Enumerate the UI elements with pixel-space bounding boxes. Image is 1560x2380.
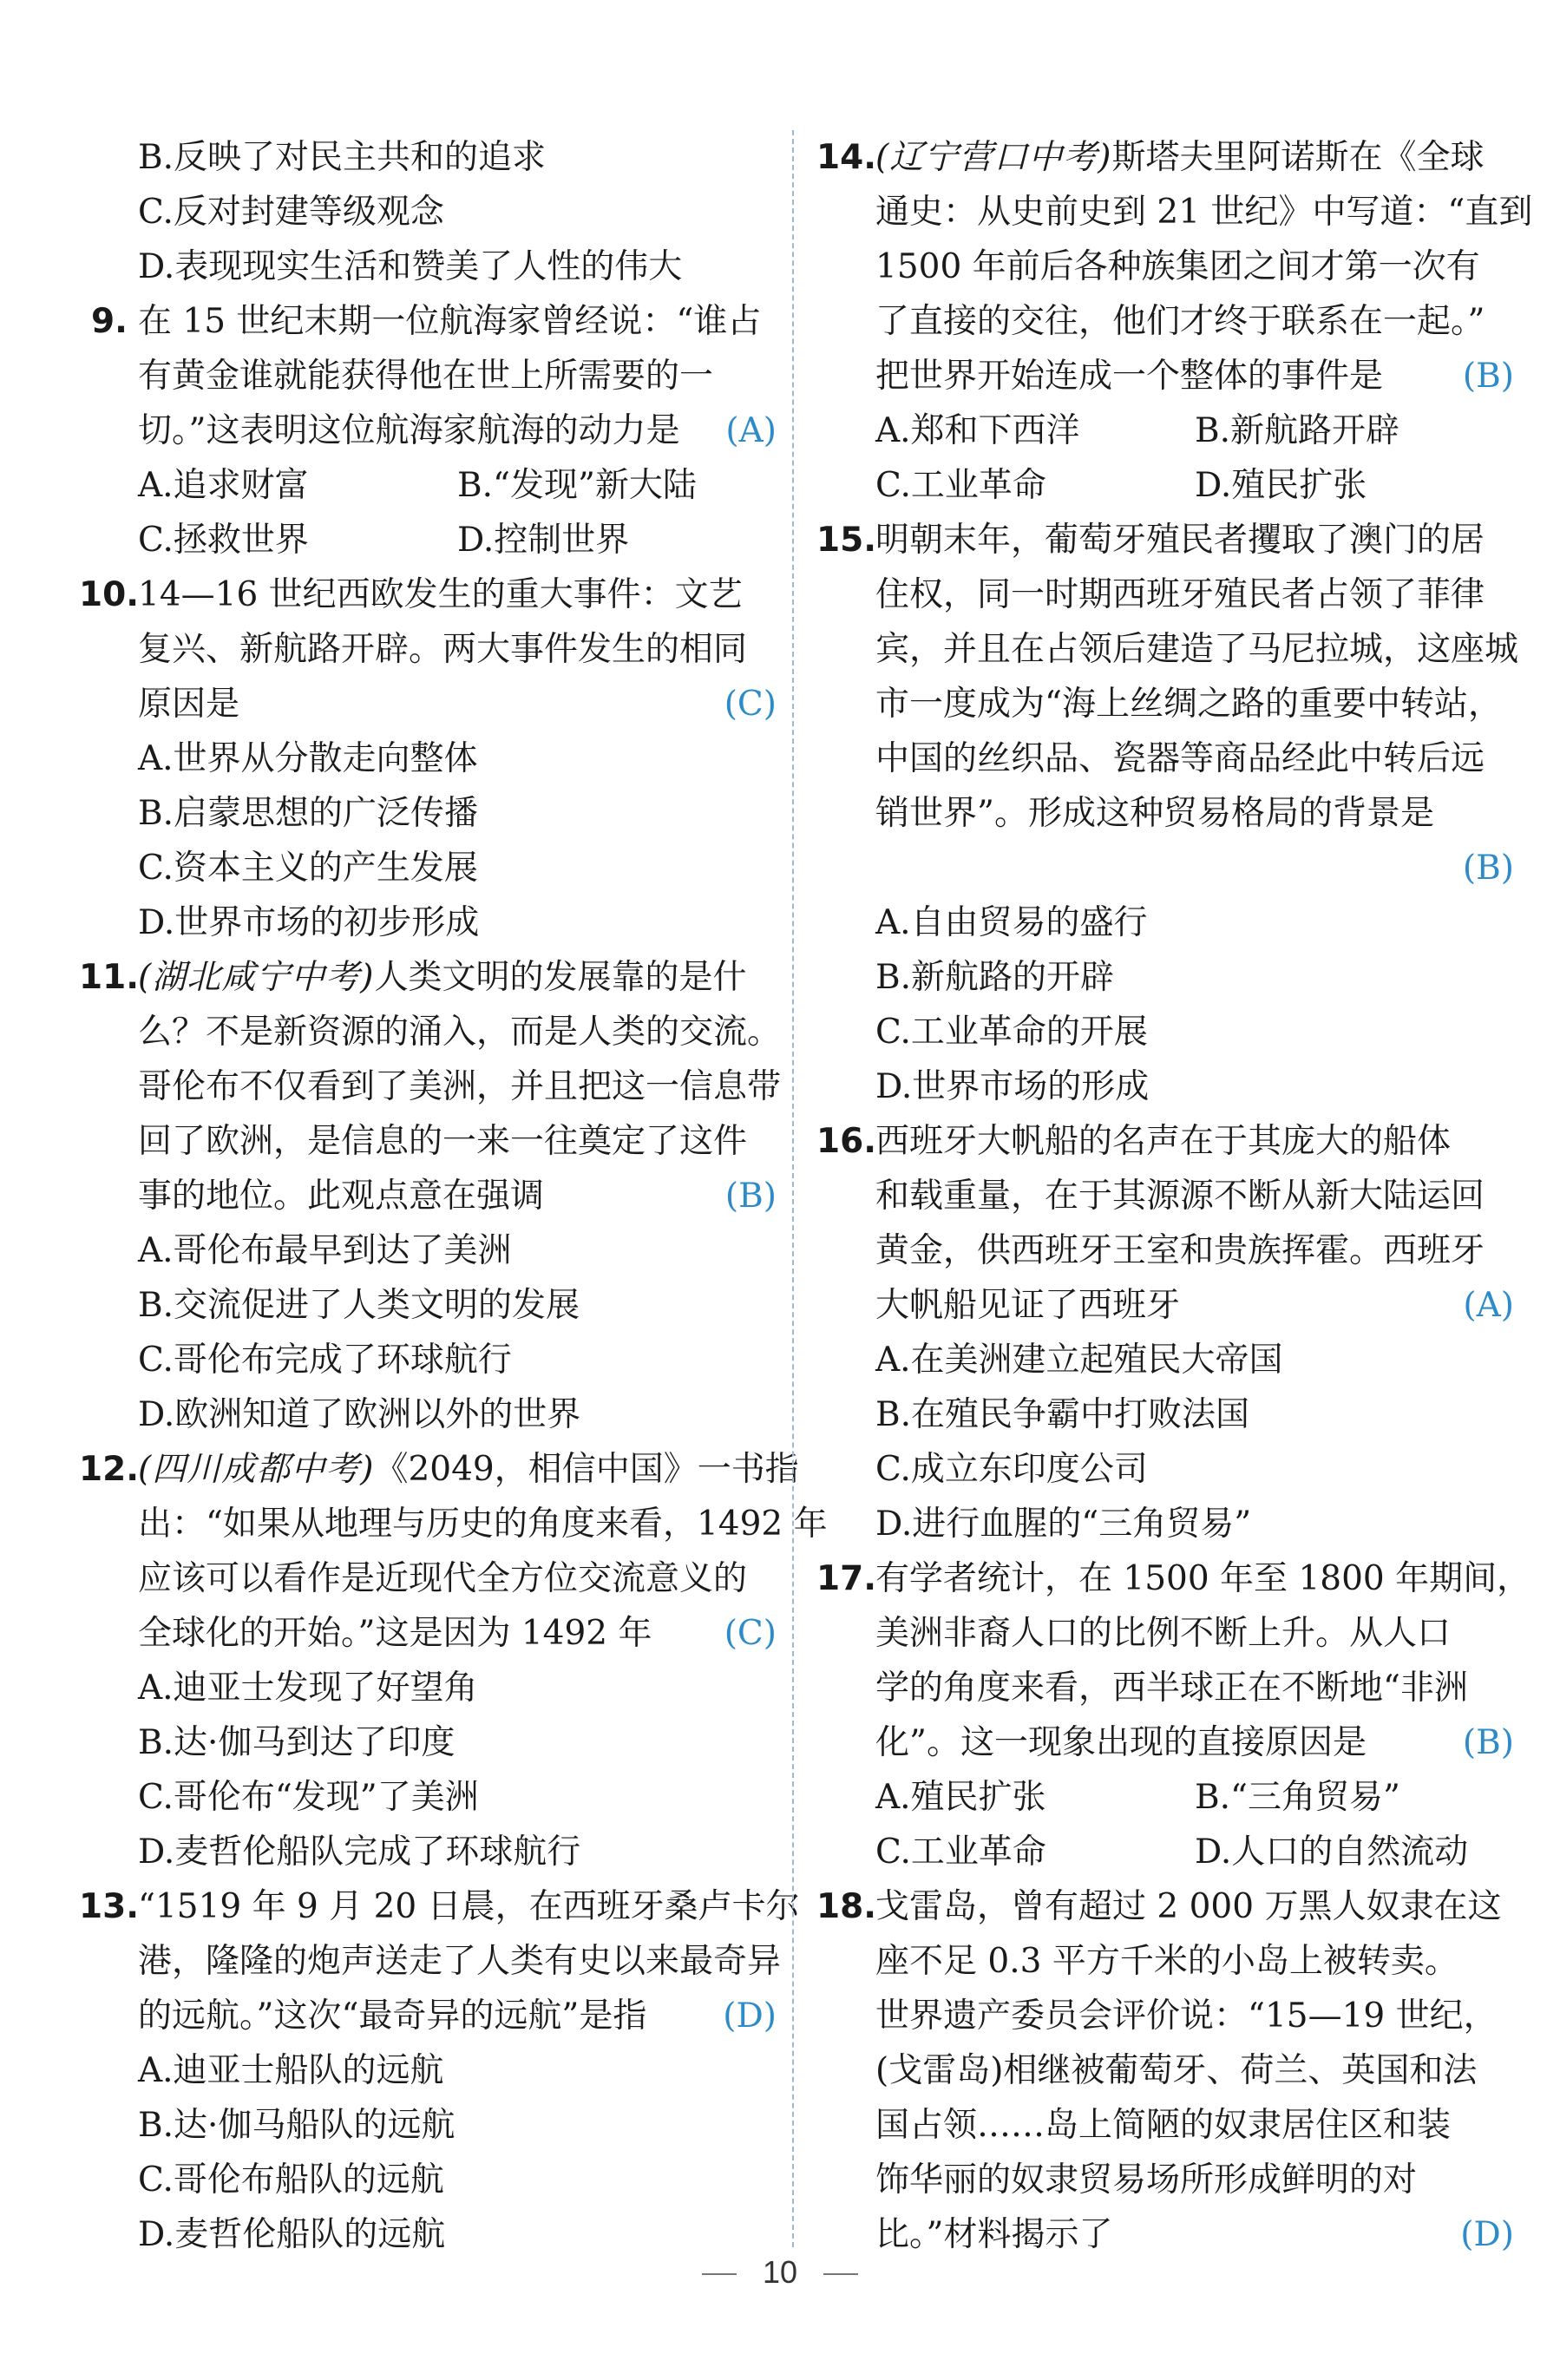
- question-17: [816, 1551, 1531, 1770]
- question-text: 国占领……岛上简陋的奴隶居住区和装: [875, 2106, 1452, 2145]
- question-text: 座不足 0.3 平方千米的小岛上被转卖。: [875, 1942, 1458, 1981]
- question-text: 戈雷岛，曾有超过 2 000 万黑人奴隶在这: [875, 1887, 1502, 1926]
- options-row: [91, 513, 777, 567]
- question-text: (戈雷岛)相继被葡萄牙、荷兰、英国和法: [875, 2051, 1478, 2090]
- question-18: [816, 1879, 1514, 2262]
- question-text: 全球化的开始。”这是因为 1492 年: [138, 1614, 652, 1653]
- question-text: 的远航。”这次“最奇异的远航”是指: [138, 1996, 647, 2036]
- option: D.世界市场的初步形成: [138, 903, 480, 942]
- question-source: (四川成都中考): [138, 1450, 375, 1489]
- options-row: [829, 458, 1514, 513]
- options-row: [829, 403, 1514, 458]
- question-text: 有学者统计，在 1500 年至 1800 年期间，: [875, 1559, 1531, 1598]
- option: B.新航路的开辟: [875, 958, 1115, 997]
- option: B.“三角贸易”: [1195, 1778, 1400, 1817]
- option: D.进行血腥的“三角贸易”: [875, 1505, 1252, 1544]
- option: D.麦哲伦船队完成了环球航行: [138, 1833, 581, 1872]
- option: A.在美洲建立起殖民大帝国: [875, 1341, 1283, 1380]
- question-number: 16.: [816, 1122, 877, 1161]
- question-text: 化”。这一现象出现的直接原因是: [875, 1723, 1367, 1762]
- answer-mark: (C): [724, 685, 777, 724]
- question-text: 回了欧洲，是信息的一来一往奠定了这件: [138, 1122, 748, 1161]
- q8-carryover-options: [91, 130, 777, 294]
- question-text: 通史：从史前史到 21 世纪》中写道：“直到: [875, 193, 1533, 232]
- option: A.世界从分散走向整体: [138, 739, 478, 778]
- question-text: 港，隆隆的炮声送走了人类有史以来最奇异: [138, 1942, 782, 1981]
- option: D.世界市场的形成: [875, 1067, 1150, 1106]
- answer-mark: (A): [725, 411, 777, 450]
- answer-mark: (D): [723, 1996, 777, 2036]
- question-text: 黄金，供西班牙王室和贵族挥霍。西班牙: [875, 1231, 1485, 1270]
- question-text: 么？不是新资源的涌入，而是人类的交流。: [138, 1013, 782, 1052]
- question-text: 学的角度来看，西半球正在不断地“非洲: [875, 1669, 1468, 1708]
- question-number: 10.: [79, 575, 140, 614]
- question-text: 把世界开始连成一个整体的事件是: [875, 357, 1384, 396]
- answer-mark: (D): [1460, 2215, 1514, 2254]
- answer-mark: (B): [724, 1177, 777, 1216]
- question-number: 15.: [816, 521, 877, 560]
- question-text: 住权，同一时期西班牙殖民者占领了菲律: [875, 575, 1485, 614]
- question-text: 《2049，相信中国》一书指: [374, 1450, 799, 1489]
- option: A.追求财富: [138, 466, 309, 505]
- right-column: [816, 130, 1533, 2262]
- question-number: 18.: [816, 1887, 877, 1926]
- question-text: “1519 年 9 月 20 日晨，在西班牙桑卢卡尔: [138, 1887, 800, 1926]
- question-number: 17.: [816, 1559, 877, 1598]
- option: D.麦哲伦船队的远航: [138, 2215, 446, 2254]
- option: A.郑和下西洋: [875, 411, 1080, 450]
- option: C.工业革命的开展: [875, 1013, 1148, 1052]
- option: A.自由贸易的盛行: [875, 903, 1148, 942]
- question-11: [79, 950, 782, 1223]
- option: B.达·伽马船队的远航: [138, 2106, 456, 2145]
- question-number: 13.: [79, 1887, 140, 1926]
- question-text: 人类文明的发展靠的是什: [374, 958, 747, 997]
- column-divider: [792, 130, 794, 2247]
- question-text: 中国的丝织品、瓷器等商品经此中转后远: [875, 739, 1485, 778]
- question-text: 比。”材料揭示了: [875, 2215, 1113, 2254]
- question-13: [79, 1879, 800, 2043]
- question-text: 哥伦布不仅看到了美洲，并且把这一信息带: [138, 1067, 782, 1106]
- option: C.哥伦布船队的远航: [138, 2160, 444, 2200]
- option: D.人口的自然流动: [1195, 1833, 1469, 1872]
- option: C.哥伦布完成了环球航行: [138, 1341, 512, 1380]
- question-text: 在 15 世纪末期一位航海家曾经说：“谁占: [138, 302, 762, 341]
- option: A.哥伦布最早到达了美洲: [138, 1231, 512, 1270]
- question-text: 销世界”。形成这种贸易格局的背景是: [875, 794, 1434, 833]
- options-row: [829, 1770, 1514, 1825]
- question-text: 应该可以看作是近现代全方位交流意义的: [138, 1559, 748, 1598]
- question-9: [91, 294, 777, 458]
- question-number: 12.: [79, 1450, 140, 1489]
- question-text: 事的地位。此观点意在强调: [138, 1177, 545, 1216]
- option: A.迪亚士发现了好望角: [138, 1669, 478, 1708]
- option: D.表现现实生活和赞美了人性的伟大: [138, 247, 683, 286]
- option: D.欧洲知道了欧洲以外的世界: [138, 1395, 581, 1434]
- option: A.殖民扩张: [875, 1778, 1046, 1817]
- options-row: [91, 458, 777, 513]
- page-number: [0, 2254, 1560, 2291]
- answer-mark: (B): [1462, 357, 1514, 396]
- page-number-dash-left: [702, 2273, 737, 2275]
- question-text: 市一度成为“海上丝绸之路的重要中转站，: [875, 685, 1502, 724]
- question-text: 和载重量，在于其源源不断从新大陆运回: [875, 1177, 1485, 1216]
- option: C.资本主义的产生发展: [138, 849, 478, 888]
- question-number: 9.: [91, 302, 128, 341]
- question-number: 11.: [79, 958, 140, 997]
- question-10: [79, 567, 777, 731]
- option: C.成立东印度公司: [875, 1450, 1148, 1489]
- question-text: 原因是: [138, 685, 240, 724]
- option: C.哥伦布“发现”了美洲: [138, 1778, 479, 1817]
- question-text: 美洲非裔人口的比例不断上升。从人口: [875, 1614, 1452, 1653]
- question-text: 宾，并且在占领后建造了马尼拉城，这座城: [875, 630, 1519, 669]
- question-text: 复兴、新航路开辟。两大事件发生的相同: [138, 630, 748, 669]
- option: C.工业革命: [875, 1833, 1046, 1872]
- question-text: 世界遗产委员会评价说：“15—19 世纪，: [875, 1996, 1498, 2036]
- question-text: 斯塔夫里阿诺斯在《全球: [1111, 138, 1485, 177]
- options-row: [829, 1825, 1514, 1879]
- option: B.反映了对民主共和的追求: [138, 138, 547, 177]
- question-text: 明朝末年，葡萄牙殖民者攫取了澳门的居: [875, 521, 1485, 560]
- question-number: 14.: [816, 138, 877, 177]
- answer-mark: (B): [1462, 1723, 1514, 1762]
- question-text: 14—16 世纪西欧发生的重大事件：文艺: [138, 575, 743, 614]
- option: B.启蒙思想的广泛传播: [138, 794, 479, 833]
- question-text: 西班牙大帆船的名声在于其庞大的船体: [875, 1122, 1452, 1161]
- question-14: [816, 130, 1533, 403]
- question-text: 有黄金谁就能获得他在世上所需要的一: [138, 357, 714, 396]
- question-source: (辽宁营口中考): [875, 138, 1112, 177]
- question-text: 出：“如果从地理与历史的角度来看，1492 年: [138, 1505, 828, 1544]
- answer-mark: (C): [724, 1614, 777, 1653]
- question-text: 饰华丽的奴隶贸易场所形成鲜明的对: [875, 2160, 1418, 2200]
- option: C.工业革命: [875, 466, 1046, 505]
- option: B.在殖民争霸中打败法国: [875, 1395, 1250, 1434]
- answer-mark: (A): [1463, 1286, 1514, 1325]
- question-12: [79, 1442, 828, 1661]
- question-15: [816, 513, 1519, 895]
- option: C.拯救世界: [138, 521, 309, 560]
- option: B.达·伽马到达了印度: [138, 1723, 456, 1762]
- option: B.新航路开辟: [1195, 411, 1400, 450]
- answer-mark: (B): [1462, 849, 1514, 888]
- left-column: [79, 130, 828, 2262]
- option: C.反对封建等级观念: [138, 193, 444, 232]
- question-text: 大帆船见证了西班牙: [875, 1286, 1181, 1325]
- question-text: 了直接的交往，他们才终于联系在一起。”: [875, 302, 1485, 341]
- question-text: 切。”这表明这位航海家航海的动力是: [138, 411, 680, 450]
- question-text: 1500 年前后各种族集团之间才第一次有: [875, 247, 1480, 286]
- option: D.殖民扩张: [1195, 466, 1367, 505]
- question-source: (湖北咸宁中考): [138, 958, 375, 997]
- option: A.迪亚士船队的远航: [138, 2051, 444, 2090]
- option: B.交流促进了人类文明的发展: [138, 1286, 580, 1325]
- page-number-dash-right: [823, 2273, 858, 2275]
- page-number-text: 10: [762, 2254, 798, 2290]
- question-16: [816, 1114, 1514, 1333]
- option: B.“发现”新大陆: [457, 466, 697, 505]
- option: D.控制世界: [457, 521, 630, 560]
